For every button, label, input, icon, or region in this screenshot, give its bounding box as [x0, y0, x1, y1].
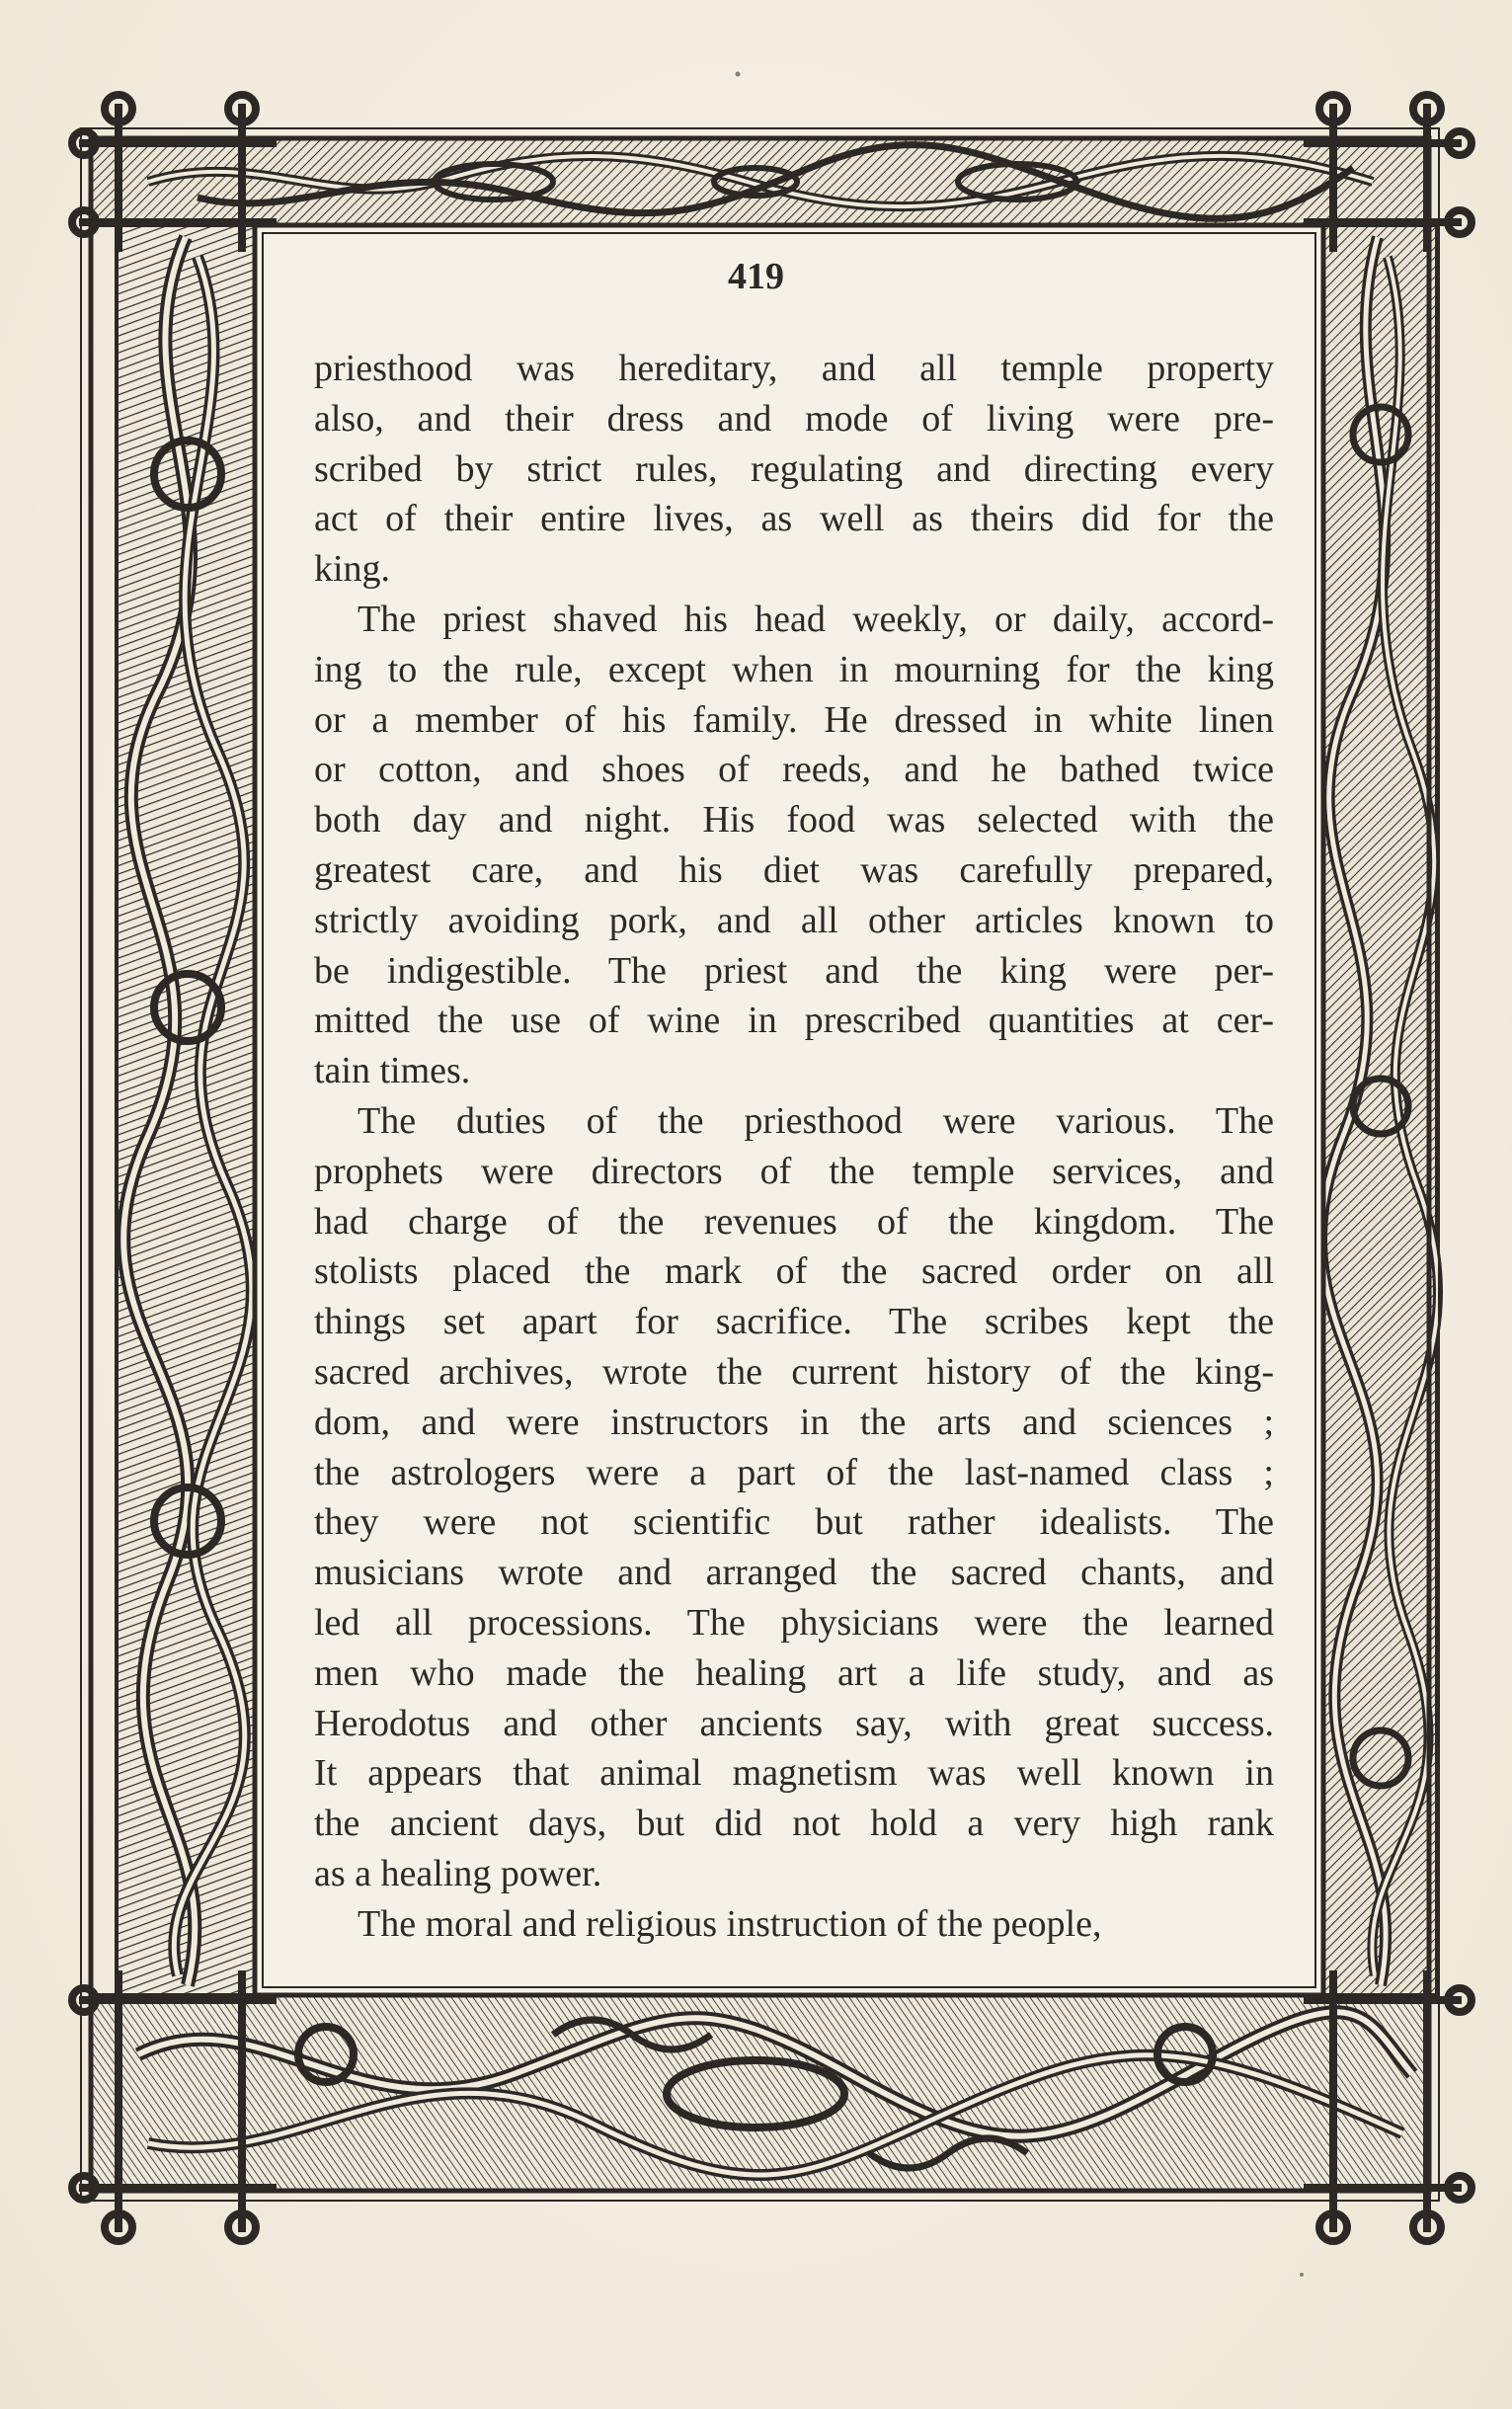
- frame-right-band: [1321, 225, 1438, 1995]
- text-line: mitted the use of wine in prescribed quantities at cer-: [314, 1000, 1274, 1042]
- text-line: be indigestible. The priest and the king were per-: [314, 949, 1274, 992]
- text-line: both day and night. His food was selected with the: [314, 799, 1274, 842]
- text-line: led all processions. The physicians were the learned: [314, 1601, 1274, 1644]
- frame-top-band: [91, 138, 1429, 225]
- text-line: stolists placed the mark of the sacred order on all: [314, 1250, 1274, 1293]
- paragraph-start-line: The moral and religious instruction of the people,: [358, 1902, 1102, 1945]
- text-line: strictly avoiding pork, and all other articles known to: [314, 899, 1274, 941]
- frame-left-band: [117, 225, 255, 1995]
- text-line: musicians wrote and arranged the sacred chants, and: [314, 1552, 1274, 1594]
- page-number: 419: [728, 256, 784, 297]
- body-text: [314, 344, 1274, 1964]
- text-line: had charge of the revenues of the kingdom. The: [314, 1200, 1274, 1243]
- text-line: ing to the rule, except when in mourning for the king: [314, 648, 1274, 690]
- text-line: priesthood was hereditary, and all temple property: [314, 348, 1274, 389]
- text-line: men who made the healing art a life study, and as: [314, 1651, 1274, 1694]
- paragraph-start-line: The duties of the priesthood were various. The: [358, 1099, 1274, 1142]
- text-line: or cotton, and shoes of reeds, and he bathed twice: [314, 749, 1274, 791]
- text-line: scribed by strict rules, regulating and directing every: [314, 447, 1274, 490]
- text-line: It appears that animal magnetism was well known in: [314, 1752, 1274, 1795]
- text-line: act of their entire lives, as well as theirs did for the: [314, 498, 1274, 540]
- text-line: or a member of his family. He dressed in white linen: [314, 698, 1274, 741]
- text-line: dom, and were instructors in the arts and sciences ;: [314, 1401, 1274, 1443]
- text-line: sacred archives, wrote the current history of the king-: [314, 1350, 1274, 1393]
- text-line: tain times.: [314, 1050, 471, 1092]
- text-line: things set apart for sacrifice. The scribes kept the: [314, 1301, 1274, 1343]
- text-line: they were not scientific but rather idealists. The: [314, 1501, 1274, 1544]
- text-line: the astrologers were a part of the last-named class ;: [314, 1451, 1274, 1493]
- text-line: the ancient days, but did not hold a very high rank: [314, 1803, 1274, 1845]
- paragraph-start-line: The priest shaved his head weekly, or daily, accord-: [358, 598, 1274, 640]
- frame-bottom-band: [91, 1995, 1429, 2191]
- text-line: king.: [314, 548, 391, 591]
- text-line: as a healing power.: [314, 1852, 602, 1894]
- text-line: Herodotus and other ancients say, with great success.: [314, 1702, 1274, 1744]
- text-line: prophets were directors of the temple services, and: [314, 1150, 1274, 1192]
- text-line: also, and their dress and mode of living were pre-: [314, 397, 1274, 440]
- text-line: greatest care, and his diet was carefully prepared,: [314, 848, 1274, 891]
